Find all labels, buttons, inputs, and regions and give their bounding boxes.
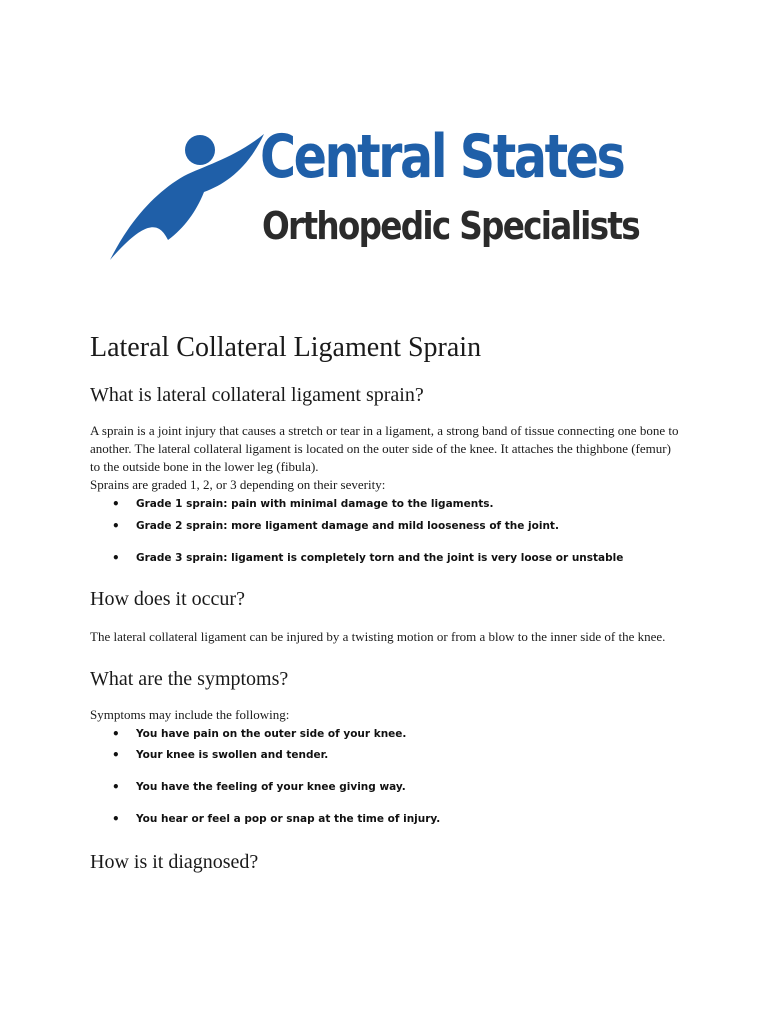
section-heading-what-is: What is lateral collateral ligament sprain? [90,384,424,406]
person-swoosh-icon [108,128,268,264]
list-item: • You have the feeling of your knee giving way. [90,779,680,795]
central-states-logo [108,122,668,268]
article [90,330,680,875]
section-paragraph-how-occur: The lateral collateral ligament can be injured by a twisting motion or from a blow to the inner side of the knee. [90,629,666,644]
section-heading-symptoms: What are the symptoms? [90,668,289,690]
section-paragraph-symptoms-intro: Symptoms may include the following: [90,707,290,722]
symptoms-list [90,726,680,827]
list-item: • You have pain on the outer side of your knee. [90,726,680,742]
section-paragraph-definition: A sprain is a joint injury that causes a stretch or tear in a ligament, a strong band of tissue connecting one bone to another. The lateral collateral ligament is located on the outer side of the knee. It attaches the thighbone (femur) to the outside bone in the lower leg (fibula). [90,423,679,474]
list-item: • Grade 3 sprain: ligament is completely torn and the joint is very loose or unstable [90,550,680,566]
page-title: Lateral Collateral Ligament Sprain [90,332,482,363]
section-heading-diagnosis: How is it diagnosed? [90,851,259,873]
list-item: • You hear or feel a pop or snap at the time of injury. [90,811,680,827]
section-heading-how-occur: How does it occur? [90,588,245,610]
list-item: • Grade 1 sprain: pain with minimal damage to the ligaments. [90,496,680,512]
list-item: • Your knee is swollen and tender. [90,747,680,763]
section-paragraph-grades-intro: Sprains are graded 1, 2, or 3 depending on their severity: [90,477,386,492]
logo-text-central-states: Central States [260,122,624,192]
list-item: • Grade 2 sprain: more ligament damage and mild looseness of the joint. [90,518,680,534]
grades-list [90,496,680,566]
logo-text-orthopedic-specialists: Orthopedic Specialists [262,204,639,248]
